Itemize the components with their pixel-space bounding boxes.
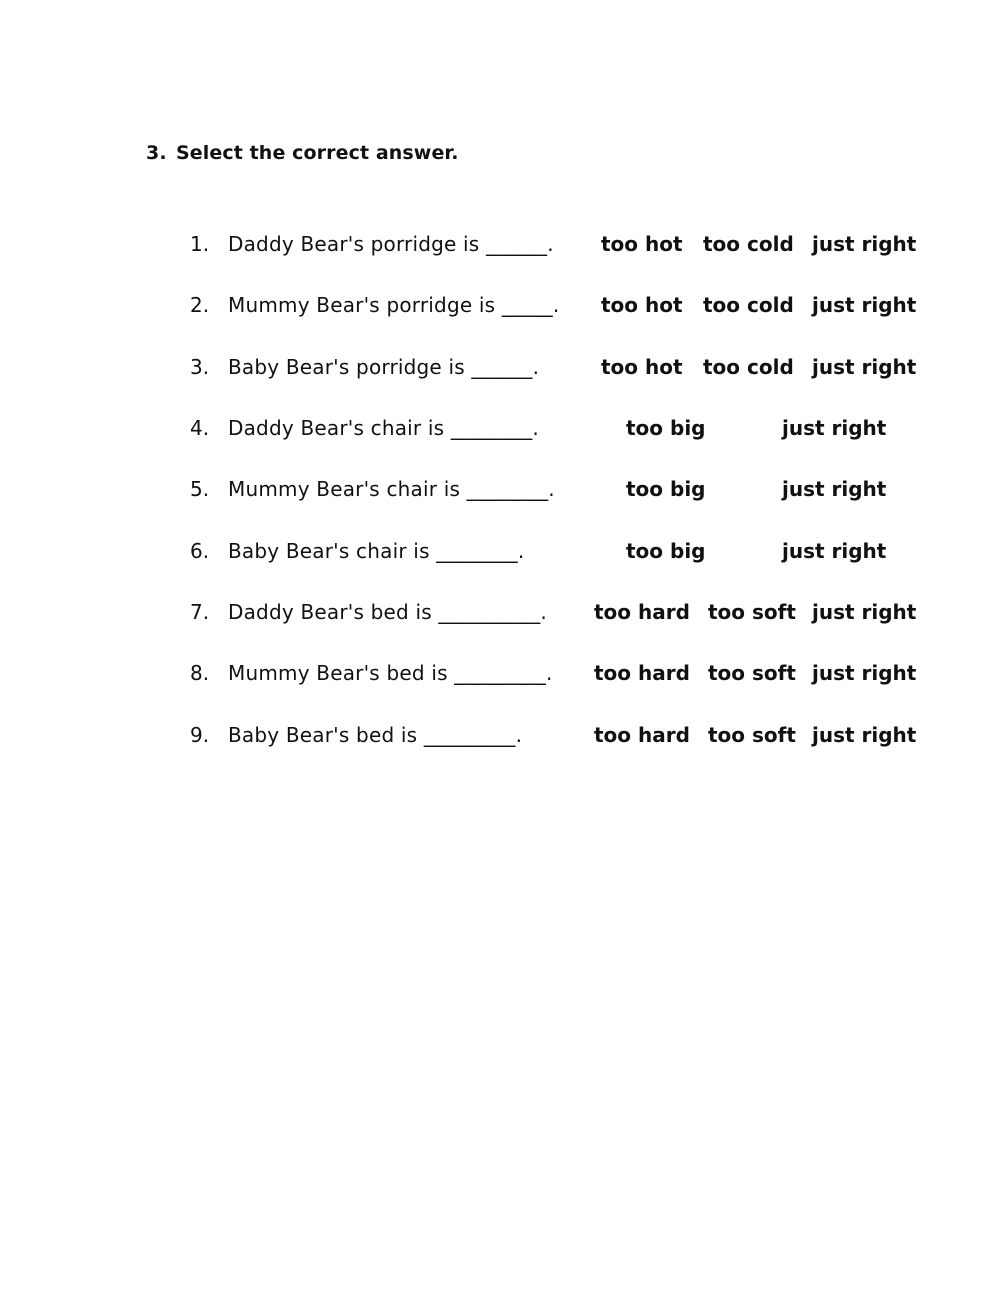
- question-row: [0, 477, 1000, 507]
- answer-option-too-hard[interactable]: too hard: [594, 661, 690, 685]
- question-number: 6.: [190, 539, 210, 563]
- answer-option-just-right[interactable]: just right: [812, 355, 917, 379]
- answer-option-too-hard[interactable]: too hard: [594, 600, 690, 624]
- question-text: Mummy Bear's porridge is _____.: [228, 293, 560, 317]
- question-number: 9.: [190, 723, 210, 747]
- answer-option-too-cold[interactable]: too cold: [703, 232, 794, 256]
- answer-option-just-right[interactable]: just right: [812, 661, 917, 685]
- question-row: [0, 232, 1000, 262]
- answer-option-just-right[interactable]: just right: [812, 293, 917, 317]
- question-number: 3.: [190, 355, 210, 379]
- question-number: 7.: [190, 600, 210, 624]
- exercise-number: 3.: [146, 142, 167, 164]
- answer-option-too-cold[interactable]: too cold: [703, 293, 794, 317]
- answer-option-too-hard[interactable]: too hard: [594, 723, 690, 747]
- question-text: Baby Bear's chair is ________.: [228, 539, 525, 563]
- answer-option-too-big[interactable]: too big: [626, 477, 706, 501]
- answer-option-too-hot[interactable]: too hot: [601, 293, 683, 317]
- answer-option-too-big[interactable]: too big: [626, 416, 706, 440]
- question-text: Daddy Bear's porridge is ______.: [228, 232, 554, 256]
- answer-option-too-big[interactable]: too big: [626, 539, 706, 563]
- question-text: Baby Bear's porridge is ______.: [228, 355, 540, 379]
- answer-option-too-hot[interactable]: too hot: [601, 355, 683, 379]
- answer-option-just-right[interactable]: just right: [782, 539, 887, 563]
- answer-option-just-right[interactable]: just right: [812, 600, 917, 624]
- answer-option-too-cold[interactable]: too cold: [703, 355, 794, 379]
- question-number: 1.: [190, 232, 210, 256]
- question-text: Mummy Bear's bed is _________.: [228, 661, 553, 685]
- question-row: [0, 355, 1000, 385]
- answer-option-too-soft[interactable]: too soft: [708, 723, 796, 747]
- question-text: Daddy Bear's chair is ________.: [228, 416, 539, 440]
- answer-option-too-hot[interactable]: too hot: [601, 232, 683, 256]
- answer-option-just-right[interactable]: just right: [812, 232, 917, 256]
- question-row: [0, 723, 1000, 753]
- question-row: [0, 293, 1000, 323]
- question-text: Daddy Bear's bed is __________.: [228, 600, 547, 624]
- question-number: 2.: [190, 293, 210, 317]
- exercise-instruction: Select the correct answer.: [176, 142, 459, 164]
- exercise-heading: [146, 142, 459, 164]
- question-number: 8.: [190, 661, 210, 685]
- question-number: 4.: [190, 416, 210, 440]
- answer-option-too-soft[interactable]: too soft: [708, 600, 796, 624]
- question-number: 5.: [190, 477, 210, 501]
- question-row: [0, 600, 1000, 630]
- answer-option-too-soft[interactable]: too soft: [708, 661, 796, 685]
- answer-option-just-right[interactable]: just right: [812, 723, 917, 747]
- question-row: [0, 661, 1000, 691]
- question-text: Mummy Bear's chair is ________.: [228, 477, 555, 501]
- question-row: [0, 416, 1000, 446]
- question-text: Baby Bear's bed is _________.: [228, 723, 523, 747]
- answer-option-just-right[interactable]: just right: [782, 477, 887, 501]
- answer-option-just-right[interactable]: just right: [782, 416, 887, 440]
- question-row: [0, 539, 1000, 569]
